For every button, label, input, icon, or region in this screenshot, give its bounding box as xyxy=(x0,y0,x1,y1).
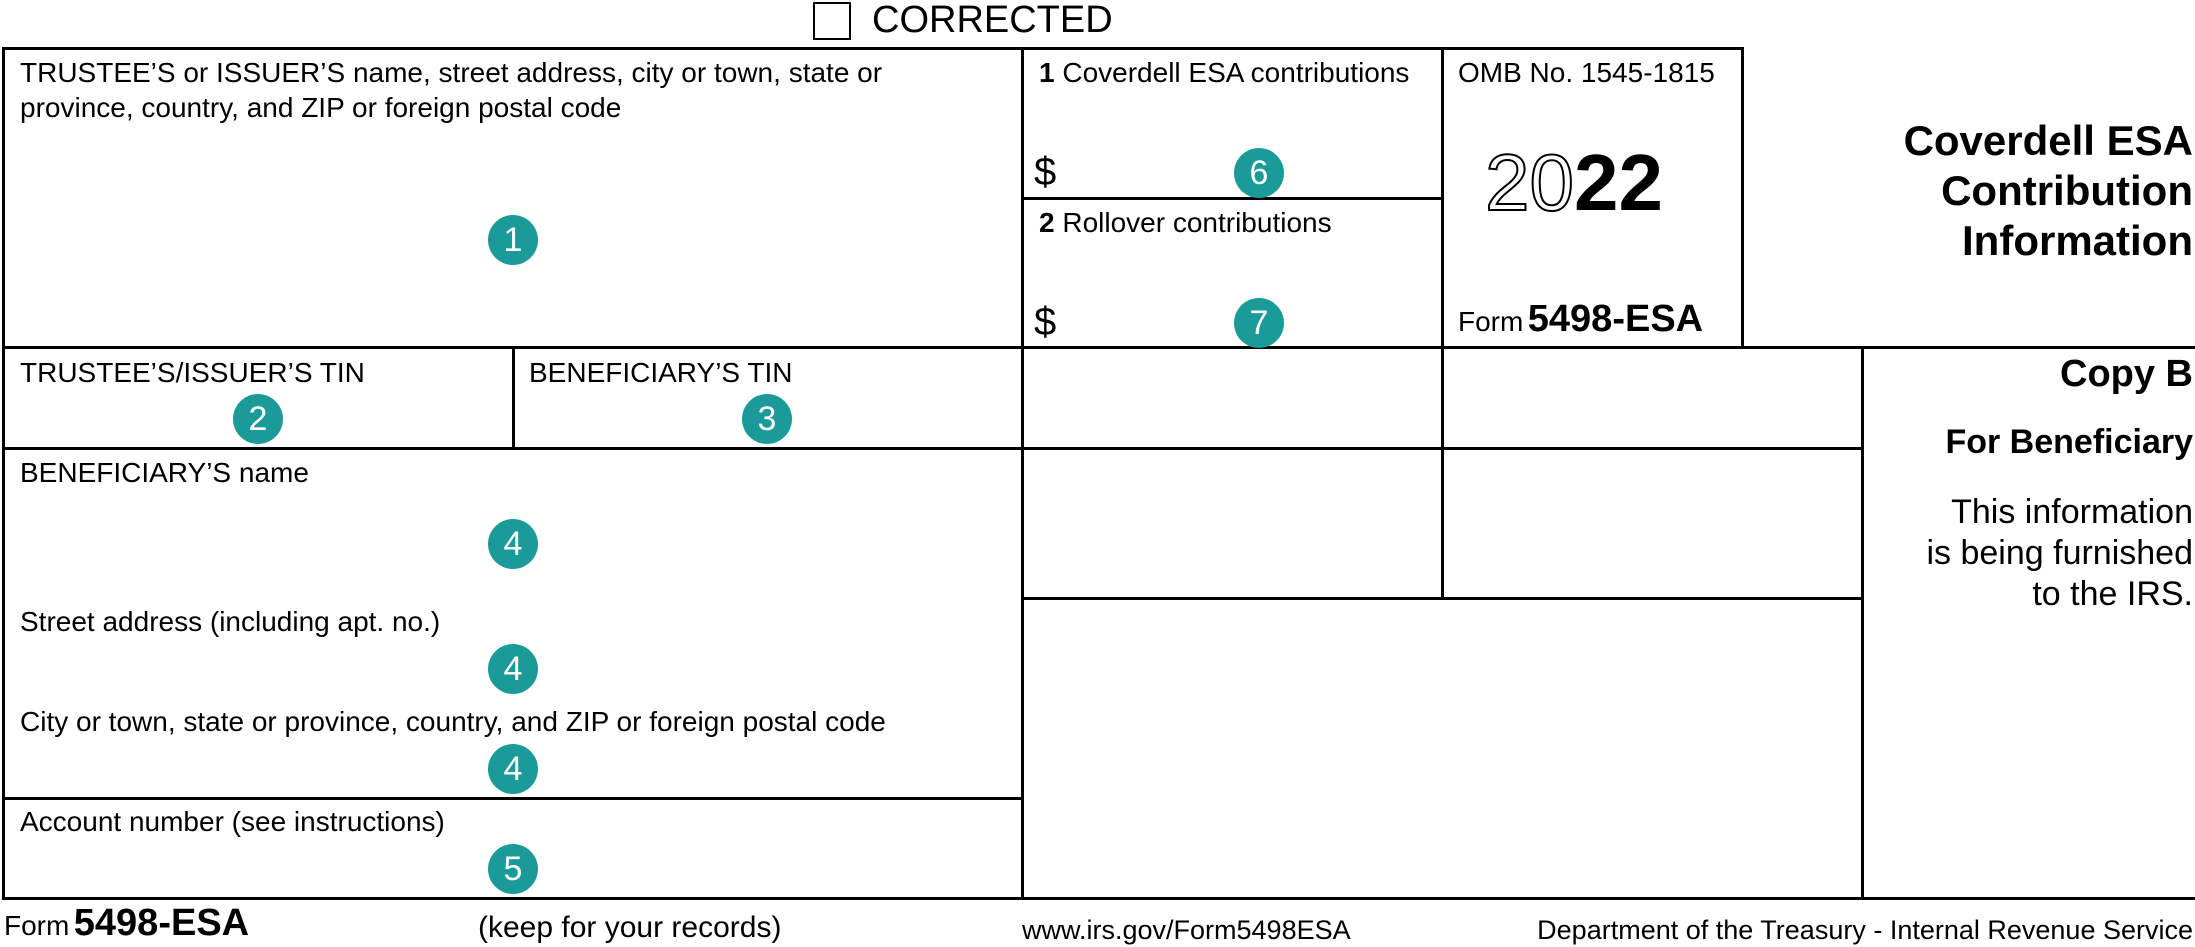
street-address-label: Street address (including apt. no.) xyxy=(20,606,441,637)
trustee-tin-label: TRUSTEE’S/ISSUER’S TIN xyxy=(20,357,365,388)
footer-keep-note: (keep for your records) xyxy=(478,911,782,944)
info-line1: This information xyxy=(1951,493,2193,531)
box1-field-badge[interactable]: 6 xyxy=(1234,148,1284,198)
box1-text: Coverdell ESA contributions xyxy=(1062,57,1410,88)
box1-label xyxy=(1039,55,1409,91)
title-line3: Information xyxy=(1962,217,2193,264)
trustee-tin-field-badge[interactable]: 2 xyxy=(233,394,283,444)
city-field-badge[interactable]: 4 xyxy=(488,744,538,794)
beneficiary-name-label: BENEFICIARY’S name xyxy=(20,457,309,488)
account-number-label: Account number (see instructions) xyxy=(20,806,445,837)
info-line2: is being furnished xyxy=(1926,534,2193,572)
omb-form-prefix: Form xyxy=(1458,306,1524,337)
divider-tin-row xyxy=(2,447,1864,450)
form-top-border xyxy=(2,47,1744,50)
box1-number: 1 xyxy=(1039,57,1055,88)
tax-year-bold: 22 xyxy=(1573,138,1663,227)
corrected-label: CORRECTED xyxy=(872,0,1113,41)
city-label: City or town, state or province, country, and ZIP or foreign postal code xyxy=(20,706,886,737)
beneficiary-tin-field-badge[interactable]: 3 xyxy=(742,394,792,444)
divider-account xyxy=(2,797,1023,800)
tax-year-outline: 20 xyxy=(1485,138,1574,227)
copy-label: Copy B xyxy=(2060,353,2193,395)
omb-form-number: 5498-ESA xyxy=(1527,298,1704,340)
trustee-name-field-badge[interactable]: 1 xyxy=(488,215,538,265)
divider-tin-split xyxy=(512,346,515,449)
trustee-name-label-line1: TRUSTEE’S or ISSUER’S name, street address, city or town, state or xyxy=(20,57,883,88)
divider-omb-left xyxy=(1441,47,1444,599)
form-title xyxy=(1904,116,2193,266)
box1-dollar-sign: $ xyxy=(1034,150,1057,194)
beneficiary-name-field-badge[interactable]: 4 xyxy=(488,519,538,569)
box2-label xyxy=(1039,205,1332,241)
irs-furnished-note xyxy=(1926,492,2193,615)
box2-text: Rollover contributions xyxy=(1062,207,1332,238)
divider-omb-right xyxy=(1741,47,1744,348)
tax-year xyxy=(1485,140,1663,226)
title-line2: Contribution xyxy=(1941,167,2193,214)
divider-row1 xyxy=(2,346,2195,349)
divider-main-split xyxy=(1021,47,1024,899)
trustee-name-label-line2: province, country, and ZIP or foreign postal code xyxy=(20,92,622,123)
box2-number: 2 xyxy=(1039,207,1055,238)
footer-form-prefix: Form xyxy=(4,910,70,941)
box2-field-badge[interactable]: 7 xyxy=(1234,298,1284,348)
form-left-border xyxy=(2,47,5,899)
beneficiary-tin-label: BENEFICIARY’S TIN xyxy=(529,357,793,388)
omb-form-name xyxy=(1458,298,1703,341)
footer-form-number: 5498-ESA xyxy=(73,902,250,944)
footer-url[interactable]: www.irs.gov/Form5498ESA xyxy=(1022,915,1351,945)
title-line1: Coverdell ESA xyxy=(1903,117,2193,164)
for-beneficiary-label: For Beneficiary xyxy=(1945,423,2193,461)
footer-department: Department of the Treasury - Internal Revenue Service xyxy=(1537,915,2193,945)
box2-dollar-sign: $ xyxy=(1034,300,1057,344)
omb-number: OMB No. 1545-1815 xyxy=(1458,57,1715,88)
street-address-field-badge[interactable]: 4 xyxy=(488,644,538,694)
info-line3: to the IRS. xyxy=(2032,575,2193,613)
divider-copy-column xyxy=(1861,346,1864,899)
form-bottom-border xyxy=(2,897,2195,900)
corrected-checkbox[interactable] xyxy=(813,2,851,40)
divider-box1-box2 xyxy=(1023,197,1443,200)
account-number-field-badge[interactable]: 5 xyxy=(488,844,538,894)
footer-form-name xyxy=(4,902,249,945)
